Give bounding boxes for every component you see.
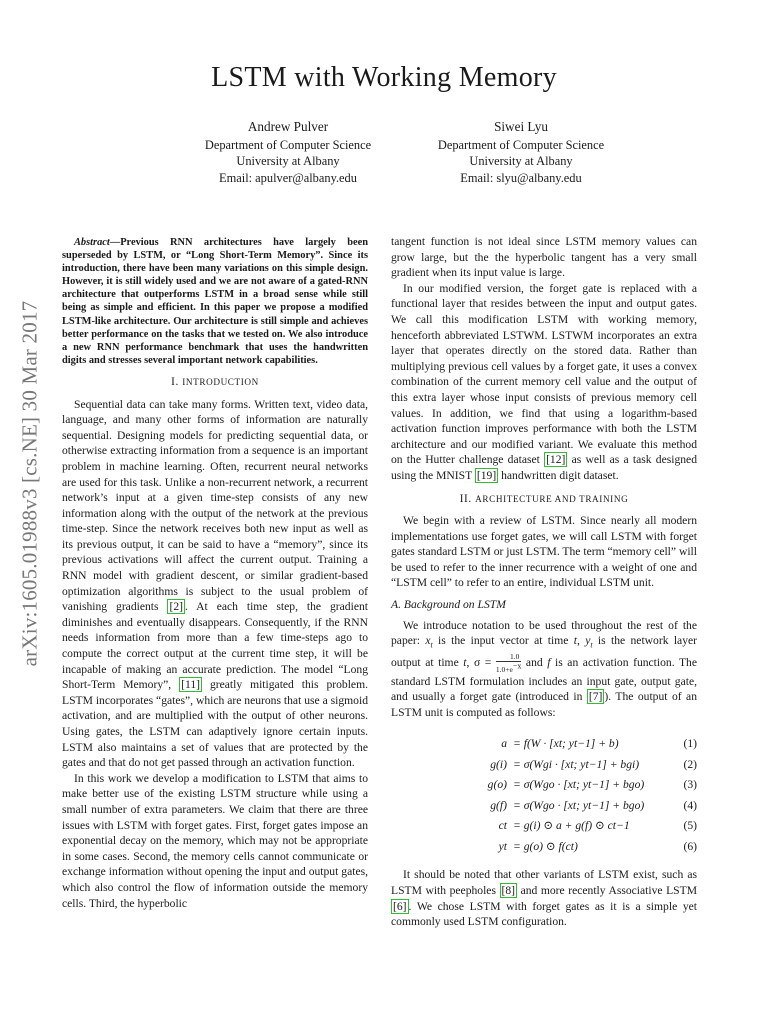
equation-number: (2) [683,757,697,771]
paper-title: LSTM with Working Memory [211,62,557,93]
author-univ: University at Albany [469,154,573,169]
equation: g(f) = σ(Wgo · [xt; yt−1] + bgo) (4) [490,798,697,812]
citation-link[interactable]: [19] [476,468,497,482]
citation-link[interactable]: [12] [546,453,566,467]
citation-link[interactable]: [8] [501,884,516,898]
equation: g(i) = σ(Wgi · [xt; yt−1] + bgi) (2) [490,757,697,771]
author-dept: Department of Computer Science [437,138,605,153]
intro-paragraph-2-cont: tangent function is not ideal since LSTM memory values can grow large, but the the hyperbolic tangent has a very small gradient when its input value is large. [391,235,697,280]
intro-paragraph-3: In our modified version, the forget gate is replaced with a functional layer that resides between the input and output gates. We call this modification LSTM with working memory, henceforth abbreviated LSTWM. LSTWM incorporates an extra layer that operates directly on the stored data. Rather than multiplying previous cell values by a forget gate, it uses a convex combination of the current memory cell value and the output of this extra layer whose input consists of previous memory cell values. In addition, we find that using a logarithm-based activation function improves performance with both the LSTM architecture and our modified variant. We evaluate this method on the Hutter challenge dataset [12] as well as a task designed using the MNIST [19] handwritten digit dataset. [391,281,697,482]
subsection-heading-background: A. Background on LSTM [391,598,506,612]
section-heading-architecture: II. ARCHITECTURE AND TRAINING [459,492,629,505]
arch-paragraph-1: We begin with a review of LSTM. Since nearly all modern implementations use forget gates, we will call LSTM with forget gates standard LSTM or just LSTM. The term “memory cell” will be used to refer to the inner recurrence with a weight of one and “LSTM cell” to refer to an entire, individual LSTM unit. [391,514,697,590]
section-heading-introduction: I. INTRODUCTION [171,375,259,388]
equation-number: (3) [683,778,697,792]
citation-link[interactable]: [2] [169,600,183,614]
author-block-2 [401,119,641,186]
abstract-label: Abstract [74,237,110,248]
arxiv-identifier [16,268,44,698]
author-block-1 [168,119,408,186]
equation-number: (5) [683,819,697,833]
equation: ct = g(i) ⊙ a + g(f) ⊙ ct−1 (5) [498,819,697,833]
citation-link[interactable]: [6] [393,899,407,913]
right-column [391,234,697,930]
equation-block [391,736,697,859]
author-email: Email: apulver@albany.edu [219,170,357,185]
abstract-text: —Previous RNN architectures have largely been superseded by LSTM, or “Long Short-Term Memory”. Since its introduction, there have been many variations on this simple design. However, it is still widely used and we are not aware of a gated-RNN architecture that outperforms LSTM in a broad sense while still being as simple and efficient. In this paper we propose a modified LSTM-like architecture. Our architecture is still simple and achieves better performance on the tasks that we tested on. We also introduce a new RNN performance benchmark that uses the handwritten digits and stresses several important network capabilities. [62,237,368,366]
citation-link[interactable]: [7] [588,690,603,704]
author-univ: University at Albany [236,154,340,169]
background-paragraph: We introduce notation to be used throughout the rest of the paper: $x_t$ is the input vector at time t, $y_t$ is the network layer output at time t, σ = $\frac{1.0}{1.0+e^{-x}}$ and f is an activation function. The standard LSTM formulation includes an input gate, output gate, and usually a forget gate (introduced in [7] ). The output of an LSTM unit is computed as follows: [391,618,697,719]
equation-number: (1) [683,737,697,751]
author-email: Email: slyu@albany.edu [460,170,582,185]
equation-number: (4) [683,798,697,812]
equation: g(o) = σ(Wgo · [xt; yt−1] + bgo) (3) [487,778,697,792]
author-name: Andrew Pulver [247,119,329,134]
equation: a = f(W · [xt; yt−1] + b) (1) [501,737,697,751]
abstract [62,236,368,367]
intro-paragraph-2: In this work we develop a modification to LSTM that aims to make better use of the existing LSTM structure while using a small number of extra parameters. We claim that there are three issues with LSTM with forget gates. First, forget gates impose an exponential decay on the memory, which may not be appropriate in some cases. Second, the memory cells cannot communicate or exchange information without opening the input and output gates, which also control the flow of information outside the memory cells. Third, the hyperbolic [62,771,368,910]
author-name: Siwei Lyu [494,119,548,134]
author-dept: Department of Computer Science [204,138,372,153]
sigma-fraction: $\frac{1.0}{1.0+e^{-x}}$ [495,652,522,674]
citation-link[interactable]: [11] [181,678,201,692]
arxiv-identifier-text: arXiv:1605.01988v3 [cs.NE] 30 Mar 2017 [17,300,42,666]
equation: yt = g(o) ⊙ f(ct) (6) [498,839,697,853]
left-column [62,236,368,911]
equation-number: (6) [683,839,697,853]
intro-paragraph-1: Sequential data can take many forms. Written text, video data, language, and many other forms of information are naturally sequential. Designing models for predicting sequential data, or otherwise extracting information from a sequence is an important problem in machine learning. Often, recurrent neural networks are used for this task. Unlike a non-recurrent network, a recurrent network’s input at a given time-step consists of any new information along with the output of the network at the previous time-step. Since the network receives both new input as well as its previous output, it can be said to have a “memory”, since its previous activations will affect the current output. Training a RNN model with gradient descent, or similar gradient-based optimization algorithms is subject to the usual problem of vanishing gradients [2] . At each time step, the gradient diminishes and eventually disappears. Consequently, if the RNN needs information from more than a few time-steps ago to compute the correct output at the current time step, it will be incapable of making an accurate prediction. The model “Long Short-Term Memory”, [11] greatly mitigated this problem. LSTM incorporates “gates”, which are neurons that use a sigmoid activation, and are multiplied with the output of other neurons. Using gates, the LSTM can adaptively ignore certain inputs. LSTM also maintains a set of values that are protected by the gates and that do not get passed through an activation function. [62,397,368,770]
arch-paragraph-2: It should be noted that other variants of LSTM exist, such as LSTM with peepholes [8] and more recently Associative LSTM [6] . We chose LSTM with forget gates as it is a simple yet commonly used LSTM configuration. [391,868,697,929]
